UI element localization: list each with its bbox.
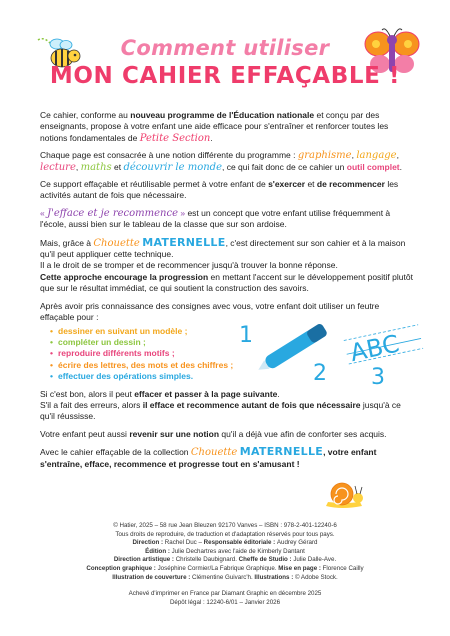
- notion-langage: langage: [356, 150, 397, 162]
- credit-value: Joséphine Cormier/La Fabrique Graphique.: [157, 564, 279, 572]
- correct-paragraph: [40, 389, 415, 423]
- credit-label: Conception graphique :: [86, 564, 158, 572]
- page-title-line2: MON CAHIER EFFAÇABLE !: [49, 63, 401, 89]
- credit-label: Mise en page :: [278, 564, 323, 572]
- credit-value: Christelle Daubignard.: [175, 556, 239, 564]
- footer-edition: [20, 548, 430, 557]
- correct-bold-2: il efface et recommence autant de fois que nécessaire: [142, 399, 361, 410]
- credit-label: Illustrations :: [254, 573, 295, 581]
- notions-end: .: [399, 161, 403, 172]
- credit-value: Clémentine Guivarc'h.: [192, 573, 255, 581]
- credit-label: Direction artistique :: [113, 556, 176, 564]
- correct-text-3: S'il a fait des erreurs, alors: [40, 399, 143, 410]
- correct-bold: effacer et passer à la page suivante: [134, 388, 278, 399]
- chouette-brand: Chouette: [93, 237, 140, 249]
- credit-label: Cheffe de Studio :: [238, 556, 294, 564]
- sep: et: [111, 161, 124, 172]
- notions-text-2: , ce qui fait donc de ce cahier un: [222, 161, 347, 172]
- number-3: 3: [371, 365, 385, 386]
- chouette-paragraph: [40, 237, 415, 295]
- revenir-text: Votre enfant peut aussi: [40, 428, 130, 439]
- footer-credits: [20, 522, 430, 607]
- credit-label: Édition :: [145, 547, 172, 555]
- list-item: • compléter un dessin ;: [58, 337, 415, 348]
- page-title-line1: Comment utiliser: [120, 36, 330, 60]
- list-item: • reproduire différents motifs ;: [58, 348, 415, 359]
- progression-bold: Cette approche encourage la progression: [40, 271, 209, 282]
- sep: ,: [351, 150, 357, 161]
- quote-open: «: [40, 207, 48, 218]
- body-text: [40, 110, 415, 476]
- credit-value: Audrey Gérard: [276, 539, 318, 547]
- quote-close: »: [178, 207, 186, 218]
- revenir-paragraph: [40, 429, 415, 440]
- intro-text: Ce cahier, conforme au: [40, 110, 131, 120]
- outil-complet: outil complet: [346, 161, 400, 172]
- concept-text: est un concept que votre enfant utilise fréquemment à l'école, aussi bien sur le tableau de la classe que sur son ardoise.: [40, 207, 391, 230]
- notion-monde: découvrir le monde: [123, 161, 222, 173]
- correct-text-4: jusqu'à ce qu'il réussisse.: [40, 399, 401, 422]
- consignes-intro: Après avoir pris connaissance des consignes avec vous, votre enfant doit utiliser un feutre effaçable pour :: [40, 300, 380, 323]
- footer-direction: [20, 539, 430, 548]
- support-bold-2: de recommencer: [316, 179, 385, 190]
- list-item: • effectuer des opérations simples.: [58, 371, 415, 382]
- number-1: 1: [239, 323, 253, 348]
- footer-artistic: [20, 556, 430, 565]
- notion-maths: maths: [80, 161, 112, 173]
- sep: ,: [396, 150, 399, 161]
- chouette-text: Mais, grâce à: [40, 237, 94, 248]
- chouette-text-2: , c'est directement sur son cahier et à la maison qu'il peut appliquer cette technique.: [40, 237, 406, 260]
- sep: ,: [75, 161, 81, 172]
- credit-label: Illustration de couverture :: [112, 573, 193, 581]
- writing-lines: [344, 325, 424, 368]
- petite-section-label: Petite Section: [139, 132, 211, 144]
- notions-paragraph: [40, 150, 415, 173]
- credit-sep: –: [196, 539, 204, 547]
- notion-graphisme: graphisme: [297, 150, 352, 162]
- number-2: 2: [313, 361, 327, 386]
- footer-legal-deposit: Dépôt légal : 12240-6/01 – Janvier 2026: [169, 598, 281, 606]
- notions-text: Chaque page est consacrée à une notion différente du programme :: [40, 150, 298, 161]
- list-item: • écrire des lettres, des mots et des chiffres ;: [58, 360, 415, 371]
- list-item: • dessiner en suivant un modèle ;: [58, 326, 415, 337]
- support-text-2: et: [305, 179, 317, 190]
- intro-paragraph: [40, 110, 415, 144]
- intro-end: .: [210, 132, 213, 143]
- footer-printing: Achevé d'imprimer en France par Diamant Graphic en décembre 2025: [128, 590, 322, 598]
- concept-paragraph: [40, 208, 415, 231]
- credit-value: © Adobe Stock.: [295, 573, 338, 581]
- concept-label: J'efface et je recommence: [47, 207, 178, 219]
- credit-value: Rachel Duc: [164, 539, 197, 547]
- snail-illustration: [322, 476, 366, 512]
- credit-value: Julie Dechartres avec l'aide de Kimberly Dantant: [171, 547, 305, 555]
- intro-bold: nouveau programme de l'Éducation nationale: [130, 110, 315, 120]
- footer-copyright: © Hatier, 2025 – 58 rue Jean Bleuzen 92170 Vanves – ISBN : 978-2-401-12240-6: [113, 522, 337, 529]
- marker-illustration: [235, 312, 425, 386]
- credit-label: Direction :: [132, 539, 165, 547]
- support-paragraph: [40, 179, 415, 202]
- revenir-text-2: qu'il a déjà vue afin de conforter ses acquis.: [219, 428, 387, 439]
- revenir-bold: revenir sur une notion: [129, 428, 220, 439]
- intro-text-2: et conçu par des enseignants, propose à votre enfant une aide efficace pour s'entraîner et renforcer toutes les notions fondamentales de: [40, 110, 389, 143]
- chouette-brand: Chouette: [190, 447, 238, 459]
- abc-letters: ABC: [347, 329, 402, 368]
- maternelle-brand: MATERNELLE: [239, 445, 324, 459]
- credit-label: Responsable éditoriale :: [203, 539, 277, 547]
- support-text: Ce support effaçable et réutilisable permet à votre enfant de: [40, 179, 269, 190]
- closing-paragraph: [40, 446, 415, 470]
- credit-value: Julie Dalle-Ave.: [293, 556, 337, 564]
- closing-bold: , votre enfant s'entraîne, efface, recommence et progresse tout en s'amusant !: [40, 447, 377, 469]
- correct-text-2: .: [277, 388, 280, 399]
- credit-value: Florence Cailly: [322, 564, 364, 572]
- footer-illustration: [20, 574, 430, 583]
- footer-design: [20, 565, 430, 574]
- closing-text: Avec le cahier effaçable de la collection: [40, 447, 191, 458]
- footer-rights: Tous droits de reproduire, de traduction et d'adaptation réservés pour tous pays.: [115, 530, 335, 538]
- support-text-3: les activités autant de fois que nécessaire.: [40, 179, 399, 201]
- correct-text: Si c'est bon, alors il peut: [40, 388, 135, 399]
- chouette-text-4: en mettant l'accent sur le développement positif plutôt que sur le résultat immédiat, ce qui soutient la construction des savoirs.: [40, 271, 413, 294]
- maternelle-brand: MATERNELLE: [142, 235, 226, 249]
- support-bold-1: s'exercer: [268, 179, 306, 190]
- notion-lecture: lecture: [40, 161, 76, 173]
- chouette-text-3: Il a le droit de se tromper et de recommencer jusqu'à trouver la bonne réponse.: [40, 260, 338, 271]
